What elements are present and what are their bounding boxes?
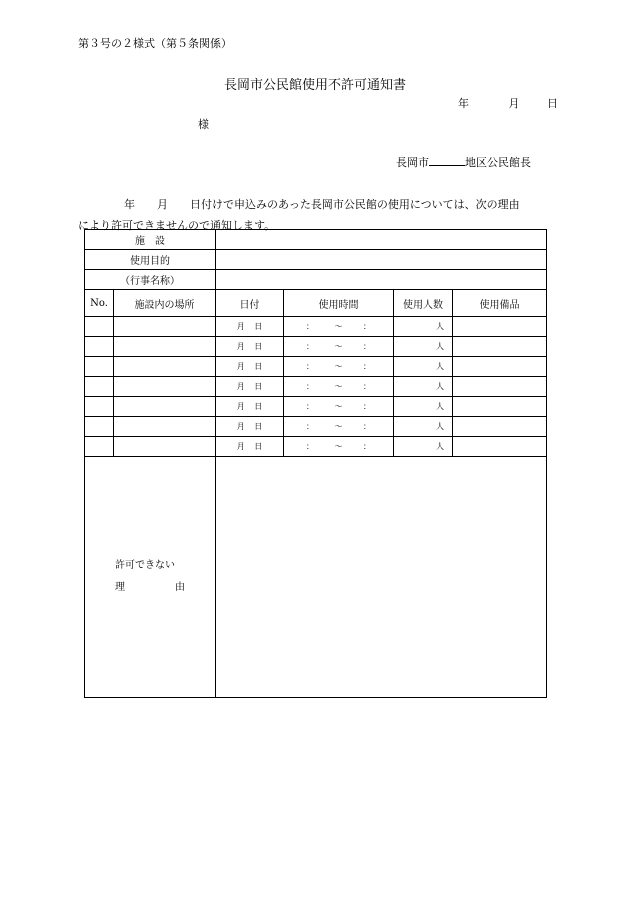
row-person-unit: 人 [436, 382, 444, 391]
row-equipment [453, 437, 547, 457]
row-no [85, 357, 114, 377]
row-people [394, 417, 453, 437]
reason-label-cell [85, 457, 216, 698]
row-time [284, 377, 394, 397]
date-line [458, 95, 558, 111]
recipient-suffix: 様 [198, 118, 209, 131]
row-month: 月 [236, 362, 245, 371]
row-no [85, 377, 114, 397]
row-equipment [453, 357, 547, 377]
row-day: 日 [254, 342, 263, 351]
row-time [284, 317, 394, 337]
facility-label: 施 設 [85, 230, 216, 250]
row-location [114, 437, 216, 457]
row-tilde: 〜 [334, 322, 343, 331]
row-person-unit: 人 [436, 362, 444, 371]
row-month: 月 [236, 422, 245, 431]
issuer-suffix: 地区公民館長 [465, 156, 531, 169]
row-time [284, 437, 394, 457]
row-colon-start: ： [306, 422, 314, 431]
event-name-label: （行事名称） [85, 270, 216, 290]
header-location: 施設内の場所 [114, 290, 216, 317]
row-colon-end: ： [363, 322, 371, 331]
row-colon-end: ： [363, 362, 371, 371]
table-row [85, 417, 547, 437]
row-day: 日 [254, 362, 263, 371]
body-line-1: 年 月 日付けで申込みのあった長岡市公民館の使用については、次の理由 [124, 198, 520, 211]
row-colon-start: ： [306, 402, 314, 411]
row-person-unit: 人 [436, 422, 444, 431]
row-colon-end: ： [363, 382, 371, 391]
row-time [284, 417, 394, 437]
row-day: 日 [254, 422, 263, 431]
row-colon-start: ： [306, 382, 314, 391]
application-table [84, 229, 547, 698]
table-row [85, 437, 547, 457]
row-colon-end: ： [363, 442, 371, 451]
table-row [85, 377, 547, 397]
row-equipment [453, 377, 547, 397]
row-time [284, 337, 394, 357]
row-location [114, 377, 216, 397]
form-number: 第３号の２様式（第５条関係） [78, 37, 232, 50]
document-title: 長岡市公民館使用不許可通知書 [223, 78, 406, 93]
row-person-unit: 人 [436, 342, 444, 351]
issuer-blank [429, 155, 465, 166]
row-tilde: 〜 [334, 422, 343, 431]
row-date [216, 337, 284, 357]
row-person-unit: 人 [436, 322, 444, 331]
row-person-unit: 人 [436, 402, 444, 411]
row-equipment [453, 317, 547, 337]
row-no [85, 417, 114, 437]
row-colon-end: ： [363, 422, 371, 431]
row-time [284, 357, 394, 377]
row-location [114, 337, 216, 357]
row-equipment [453, 417, 547, 437]
purpose-label: 使用目的 [85, 250, 216, 270]
row-tilde: 〜 [334, 442, 343, 451]
reason-label-yu: 由 [175, 582, 185, 593]
table-row [85, 317, 547, 337]
row-date [216, 377, 284, 397]
header-time: 使用時間 [284, 290, 394, 317]
row-person-unit: 人 [436, 442, 444, 451]
reason-label-line1: 許可できない [115, 560, 175, 571]
month-label: 月 [508, 97, 520, 110]
row-tilde: 〜 [334, 362, 343, 371]
row-month: 月 [236, 382, 245, 391]
issuer-prefix: 長岡市 [396, 156, 429, 169]
header-people: 使用人数 [394, 290, 453, 317]
reason-label-ri: 理 [115, 582, 125, 593]
row-colon-start: ： [306, 362, 314, 371]
row-equipment [453, 397, 547, 417]
header-date: 日付 [216, 290, 284, 317]
row-no [85, 437, 114, 457]
facility-value [216, 230, 547, 250]
row-month: 月 [236, 442, 245, 451]
row-tilde: 〜 [334, 402, 343, 411]
row-colon-end: ： [363, 342, 371, 351]
row-no [85, 337, 114, 357]
row-people [394, 377, 453, 397]
row-date [216, 317, 284, 337]
row-people [394, 357, 453, 377]
row-time [284, 397, 394, 417]
row-colon-start: ： [306, 442, 314, 451]
row-tilde: 〜 [334, 382, 343, 391]
table-row [85, 397, 547, 417]
row-colon-end: ： [363, 402, 371, 411]
row-day: 日 [254, 402, 263, 411]
row-location [114, 357, 216, 377]
row-colon-start: ： [306, 322, 314, 331]
year-label: 年 [458, 97, 469, 110]
row-people [394, 397, 453, 417]
row-tilde: 〜 [334, 342, 343, 351]
row-people [394, 337, 453, 357]
row-day: 日 [254, 442, 263, 451]
row-location [114, 317, 216, 337]
row-no [85, 317, 114, 337]
day-label: 日 [547, 97, 558, 110]
reason-value [216, 457, 547, 698]
row-day: 日 [254, 382, 263, 391]
issuer [396, 154, 531, 170]
row-colon-start: ： [306, 342, 314, 351]
row-month: 月 [236, 402, 245, 411]
row-people [394, 437, 453, 457]
reason-label [115, 555, 185, 599]
row-date [216, 417, 284, 437]
header-equipment: 使用備品 [453, 290, 547, 317]
row-month: 月 [236, 322, 245, 331]
row-people [394, 317, 453, 337]
row-location [114, 397, 216, 417]
table-row [85, 357, 547, 377]
row-month: 月 [236, 342, 245, 351]
purpose-value [216, 250, 547, 270]
body-line-2: により許可できませんので通知します。 [78, 219, 276, 232]
row-day: 日 [254, 322, 263, 331]
row-date [216, 437, 284, 457]
row-equipment [453, 337, 547, 357]
row-no [85, 397, 114, 417]
header-no: No. [85, 290, 114, 317]
event-name-value [216, 270, 547, 290]
row-date [216, 397, 284, 417]
row-date [216, 357, 284, 377]
table-row [85, 337, 547, 357]
row-location [114, 417, 216, 437]
